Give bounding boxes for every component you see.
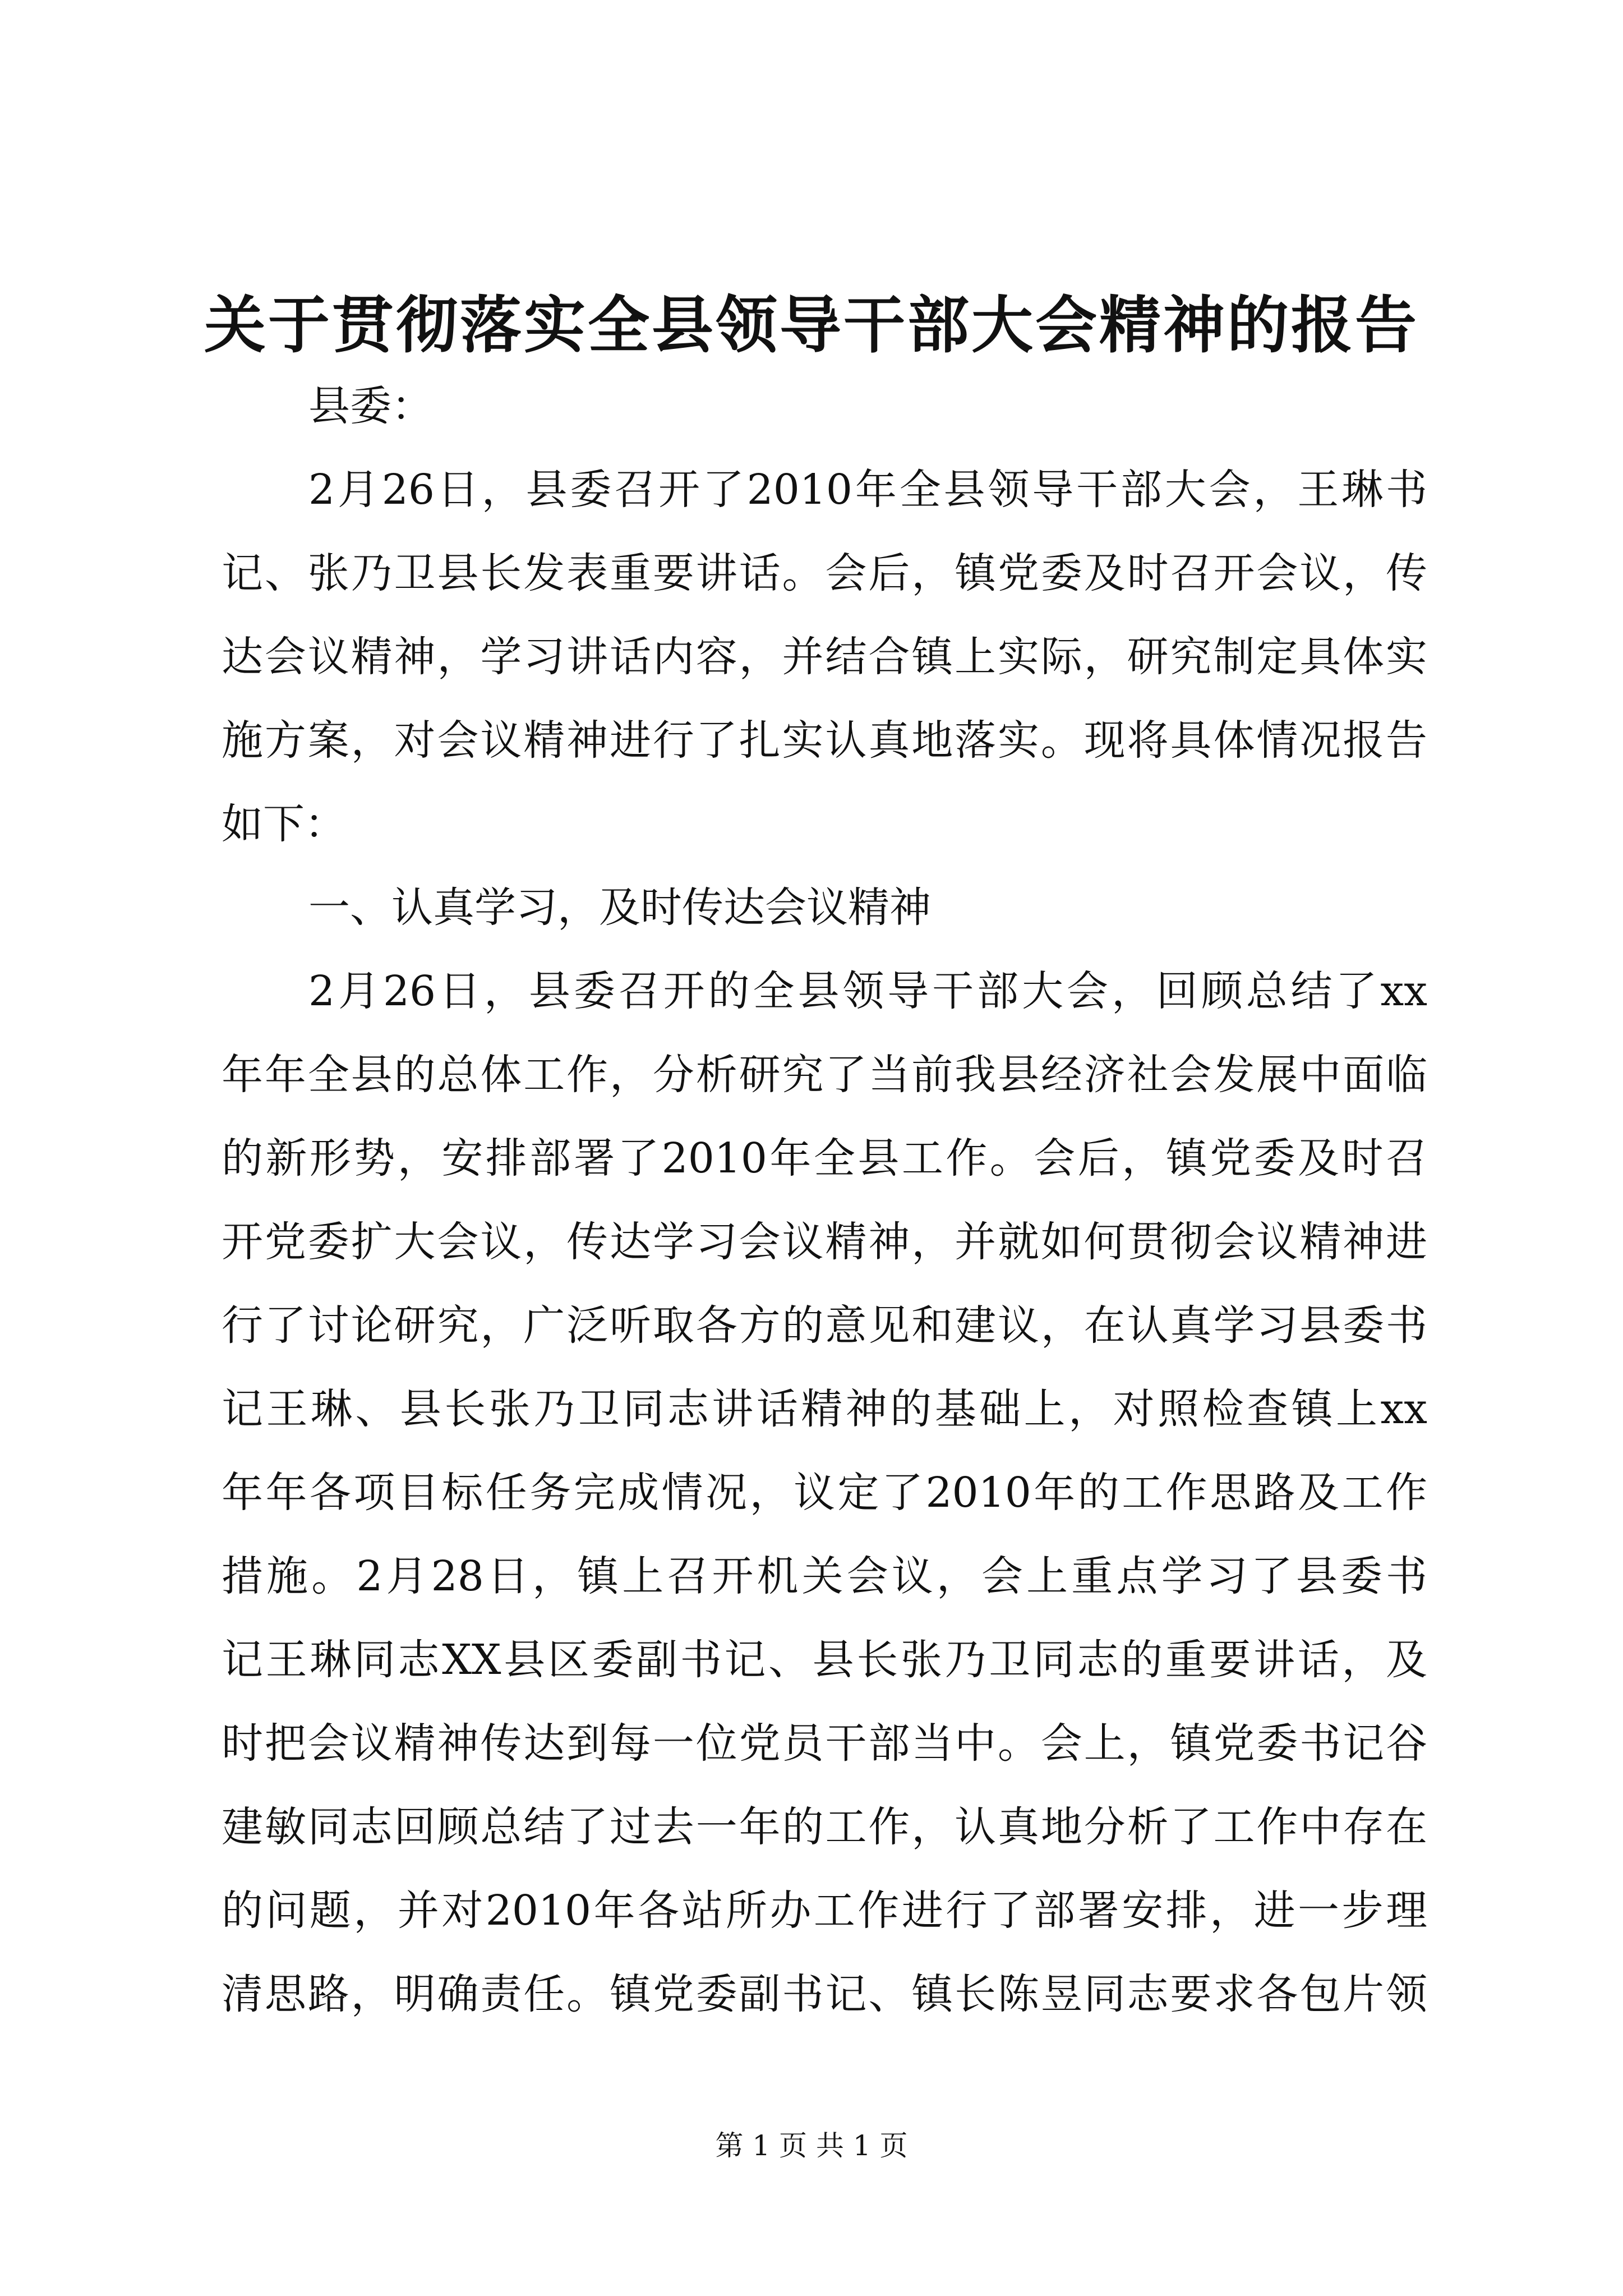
paragraph-line: 达会议精神，学习讲话内容，并结合镇上实际，研究制定具体实	[222, 633, 1427, 681]
paragraph-line: 建敏同志回顾总结了过去一年的工作，认真地分析了工作中存在	[222, 1803, 1427, 1851]
paragraph-line: 2月26日，县委召开的全县领导干部大会，回顾总结了xx	[308, 967, 1427, 1015]
paragraph-line: 2月26日，县委召开了2010年全县领导干部大会，王琳书	[308, 466, 1427, 514]
paragraph-line: 年年各项目标任务完成情况，议定了2010年的工作思路及工作	[222, 1469, 1427, 1517]
page-footer: 第 1 页 共 1 页	[715, 2129, 908, 2162]
document-title: 关于贯彻落实全县领导干部大会精神的报告	[204, 289, 1419, 361]
document-body	[222, 365, 1427, 2036]
paragraph-line: 时把会议精神传达到每一位党员干部当中。会上，镇党委书记谷	[222, 1719, 1427, 1768]
paragraph-line: 记王琳同志XX县区委副书记、县长张乃卫同志的重要讲话，及	[222, 1636, 1427, 1684]
paragraph-line: 开党委扩大会议，传达学习会议精神，并就如何贯彻会议精神进	[222, 1218, 1427, 1266]
paragraph-line: 行了讨论研究，广泛听取各方的意见和建议，在认真学习县委书	[222, 1301, 1427, 1350]
paragraph-line: 的新形势，安排部署了2010年全县工作。会后，镇党委及时召	[222, 1134, 1427, 1182]
paragraph-line: 施方案，对会议精神进行了扎实认真地落实。现将具体情况报告	[222, 716, 1427, 765]
paragraph-line: 年年全县的总体工作，分析研究了当前我县经济社会发展中面临	[222, 1051, 1427, 1099]
paragraph-line: 记王琳、县长张乃卫同志讲话精神的基础上，对照检查镇上xx	[222, 1385, 1427, 1433]
section-heading: 一、认真学习，及时传达会议精神	[308, 884, 931, 932]
paragraph-line: 措施。2月28日，镇上召开机关会议，会上重点学习了县委书	[222, 1552, 1427, 1600]
paragraph-line: 如下：	[222, 800, 346, 848]
paragraph-line: 的问题，并对2010年各站所办工作进行了部署安排，进一步理	[222, 1887, 1427, 1935]
salutation: 县委：	[308, 382, 433, 430]
paragraph-line: 清思路，明确责任。镇党委副书记、镇长陈昱同志要求各包片领	[222, 1970, 1427, 2018]
paragraph-line: 记、张乃卫县长发表重要讲话。会后，镇党委及时召开会议，传	[222, 549, 1427, 597]
